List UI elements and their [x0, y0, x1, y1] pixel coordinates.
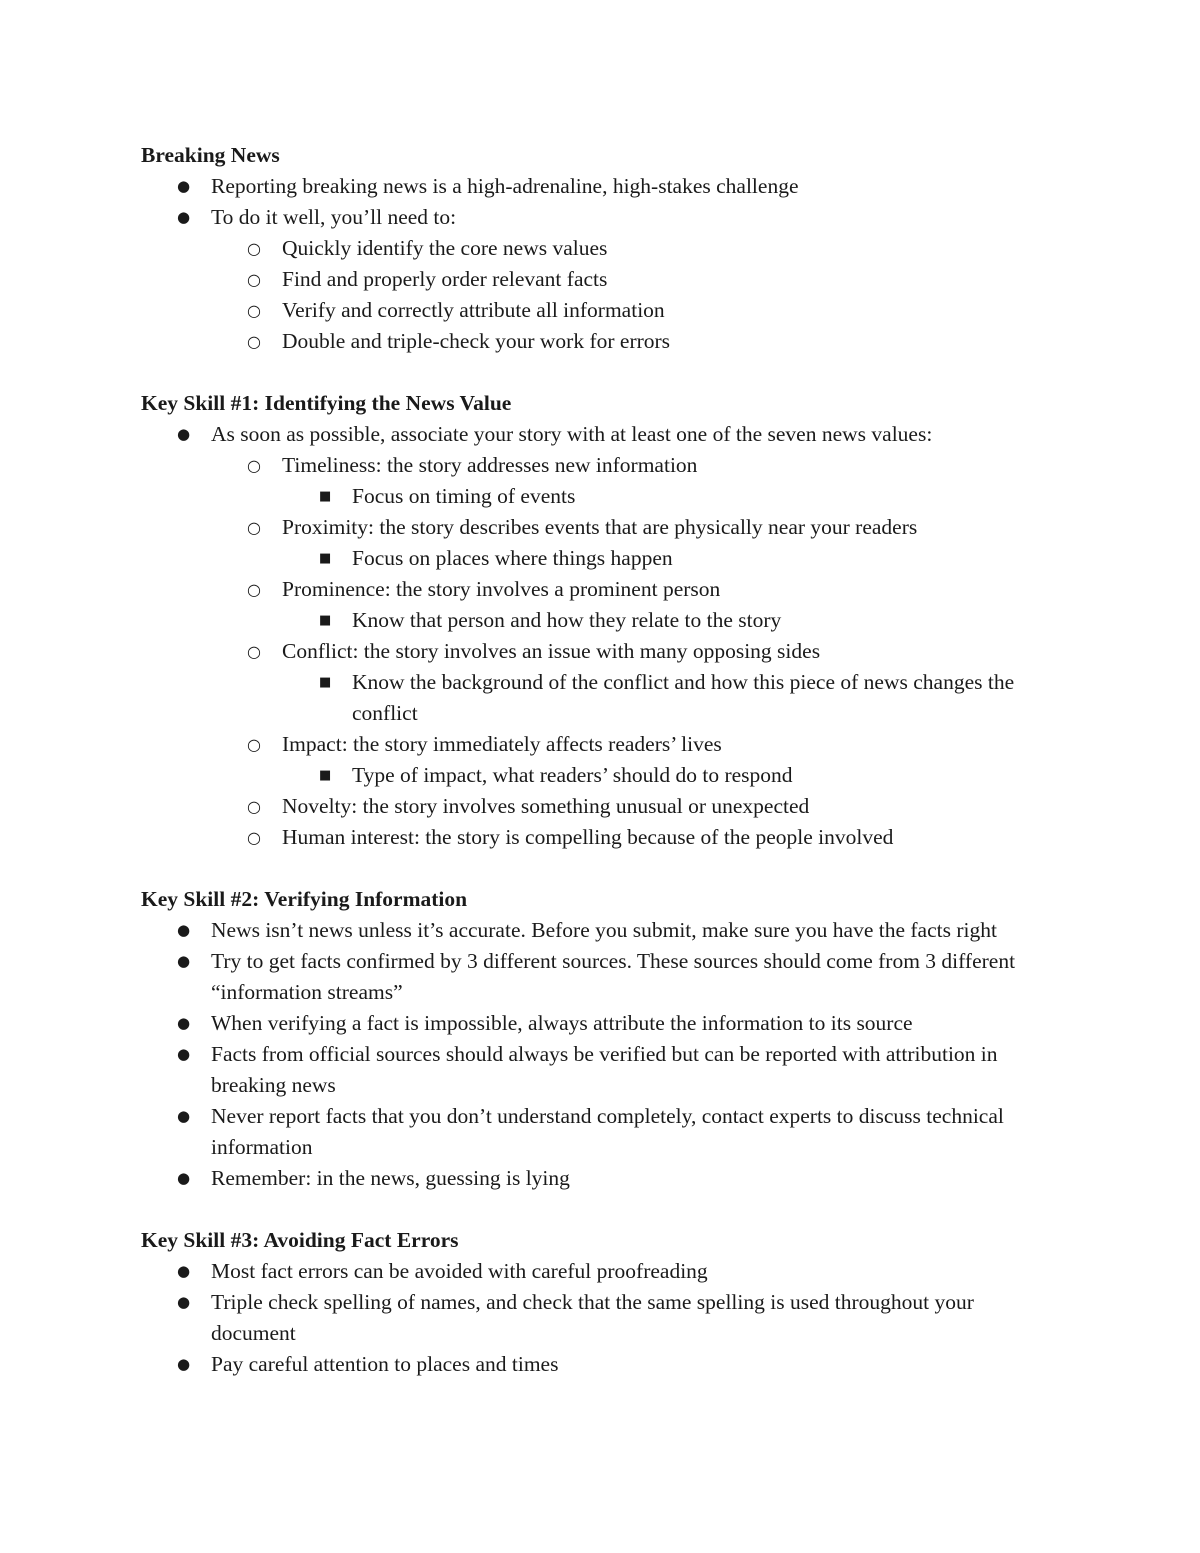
- list-item-text: Triple check spelling of names, and check that the same spelling is used throughout your document: [211, 1290, 974, 1345]
- bullet-list: [141, 171, 1061, 357]
- hollow-circle-bullet-icon: ○: [247, 735, 261, 754]
- square-bullet-icon: ■: [319, 675, 332, 690]
- bullet-list: [141, 915, 1061, 1194]
- sub-sub-list-item-text: Focus on places where things happen: [352, 546, 673, 570]
- list-item-text: Reporting breaking news is a high-adrenaline, high-stakes challenge: [211, 174, 799, 198]
- sub-list-item: [211, 822, 1061, 853]
- filled-circle-bullet-icon: ●: [177, 425, 191, 443]
- list-item: [141, 1101, 1061, 1163]
- sub-list-item: [211, 450, 1061, 512]
- square-bullet-icon: ■: [319, 613, 332, 628]
- list-item: [141, 946, 1061, 1008]
- sub-list-item: [211, 233, 1061, 264]
- sub-sub-list-item-text: Know that person and how they relate to the story: [352, 608, 782, 632]
- sub-list-item-text: Quickly identify the core news values: [282, 236, 608, 260]
- filled-circle-bullet-icon: ●: [177, 1355, 191, 1373]
- sub-list-item-text: Novelty: the story involves something unusual or unexpected: [282, 794, 810, 818]
- sub-sub-list: [211, 481, 1061, 512]
- hollow-circle-bullet-icon: ○: [247, 270, 261, 289]
- sub-sub-list-item-text: Type of impact, what readers’ should do to respond: [352, 763, 793, 787]
- filled-circle-bullet-icon: ●: [177, 1014, 191, 1032]
- list-item: [141, 915, 1061, 946]
- list-item-text: News isn’t news unless it’s accurate. Before you submit, make sure you have the facts right: [211, 918, 997, 942]
- sub-list-item-text: Prominence: the story involves a prominent person: [282, 577, 721, 601]
- section-key-skill-3: [141, 1225, 1061, 1380]
- list-item-text: Most fact errors can be avoided with careful proofreading: [211, 1259, 708, 1283]
- filled-circle-bullet-icon: ●: [177, 1107, 191, 1125]
- sub-list-item-text: Impact: the story immediately affects readers’ lives: [282, 732, 722, 756]
- list-item: [141, 419, 1061, 853]
- sub-list-item-text: Proximity: the story describes events that are physically near your readers: [282, 515, 918, 539]
- list-item: [141, 1039, 1061, 1101]
- sub-list-item-text: Verify and correctly attribute all information: [282, 298, 665, 322]
- sub-sub-list: [211, 667, 1061, 729]
- square-bullet-icon: ■: [319, 489, 332, 504]
- filled-circle-bullet-icon: ●: [177, 1169, 191, 1187]
- section-heading: Key Skill #1: Identifying the News Value: [141, 391, 512, 415]
- sub-list: [141, 450, 1061, 853]
- hollow-circle-bullet-icon: ○: [247, 301, 261, 320]
- hollow-circle-bullet-icon: ○: [247, 239, 261, 258]
- sub-list-item-text: Timeliness: the story addresses new information: [282, 453, 698, 477]
- sub-sub-list-item: [282, 760, 1061, 791]
- list-item: [141, 1163, 1061, 1194]
- list-item-text: Try to get facts confirmed by 3 different sources. These sources should come from 3 different “information streams”: [211, 949, 1016, 1004]
- sub-list-item-text: Find and properly order relevant facts: [282, 267, 608, 291]
- list-item-text: Facts from official sources should always be verified but can be reported with attribution in breaking news: [211, 1042, 998, 1097]
- sub-list-item: [211, 574, 1061, 636]
- list-item: [141, 202, 1061, 357]
- sub-sub-list-item: [282, 481, 1061, 512]
- sub-list-item-text: Human interest: the story is compelling because of the people involved: [282, 825, 894, 849]
- list-item: [141, 1349, 1061, 1380]
- list-item: [141, 1287, 1061, 1349]
- hollow-circle-bullet-icon: ○: [247, 518, 261, 537]
- sub-list-item: [211, 264, 1061, 295]
- list-item-text: Never report facts that you don’t understand completely, contact experts to discuss technical information: [211, 1104, 1004, 1159]
- sub-list-item-text: Double and triple-check your work for errors: [282, 329, 671, 353]
- hollow-circle-bullet-icon: ○: [247, 332, 261, 351]
- section-heading: Key Skill #3: Avoiding Fact Errors: [141, 1228, 459, 1252]
- sub-list-item: [211, 729, 1061, 791]
- section-key-skill-1: [141, 388, 1061, 853]
- list-item-text: When verifying a fact is impossible, always attribute the information to its source: [211, 1011, 913, 1035]
- sub-list-item-text: Conflict: the story involves an issue with many opposing sides: [282, 639, 821, 663]
- sub-sub-list-item: [282, 543, 1061, 574]
- square-bullet-icon: ■: [319, 551, 332, 566]
- sub-list-item: [211, 512, 1061, 574]
- sub-list-item: [211, 636, 1061, 729]
- sub-sub-list: [211, 605, 1061, 636]
- hollow-circle-bullet-icon: ○: [247, 797, 261, 816]
- filled-circle-bullet-icon: ●: [177, 208, 191, 226]
- list-item-text: As soon as possible, associate your story with at least one of the seven news values:: [211, 422, 933, 446]
- bullet-list: [141, 1256, 1061, 1380]
- sub-sub-list: [211, 760, 1061, 791]
- sub-list-item: [211, 295, 1061, 326]
- list-item-text: To do it well, you’ll need to:: [211, 205, 457, 229]
- filled-circle-bullet-icon: ●: [177, 921, 191, 939]
- filled-circle-bullet-icon: ●: [177, 1045, 191, 1063]
- filled-circle-bullet-icon: ●: [177, 1262, 191, 1280]
- sub-sub-list-item-text: Know the background of the conflict and how this piece of news changes the conflict: [352, 670, 1015, 725]
- list-item: [141, 171, 1061, 202]
- section-heading: Breaking News: [141, 143, 280, 167]
- filled-circle-bullet-icon: ●: [177, 1293, 191, 1311]
- section-key-skill-2: [141, 884, 1061, 1194]
- filled-circle-bullet-icon: ●: [177, 177, 191, 195]
- sub-sub-list-item-text: Focus on timing of events: [352, 484, 576, 508]
- sub-sub-list-item: [282, 605, 1061, 636]
- filled-circle-bullet-icon: ●: [177, 952, 191, 970]
- sub-list-item: [211, 791, 1061, 822]
- hollow-circle-bullet-icon: ○: [247, 580, 261, 599]
- section-heading: Key Skill #2: Verifying Information: [141, 887, 468, 911]
- bullet-list: [141, 419, 1061, 853]
- hollow-circle-bullet-icon: ○: [247, 642, 261, 661]
- document-body: [141, 140, 1061, 1380]
- sub-sub-list: [211, 543, 1061, 574]
- list-item: [141, 1008, 1061, 1039]
- sub-list: [141, 233, 1061, 357]
- sub-list-item: [211, 326, 1061, 357]
- list-item-text: Pay careful attention to places and times: [211, 1352, 559, 1376]
- list-item: [141, 1256, 1061, 1287]
- hollow-circle-bullet-icon: ○: [247, 456, 261, 475]
- sub-sub-list-item: [282, 667, 1061, 729]
- section-breaking-news: [141, 140, 1061, 357]
- hollow-circle-bullet-icon: ○: [247, 828, 261, 847]
- square-bullet-icon: ■: [319, 768, 332, 783]
- list-item-text: Remember: in the news, guessing is lying: [211, 1166, 570, 1190]
